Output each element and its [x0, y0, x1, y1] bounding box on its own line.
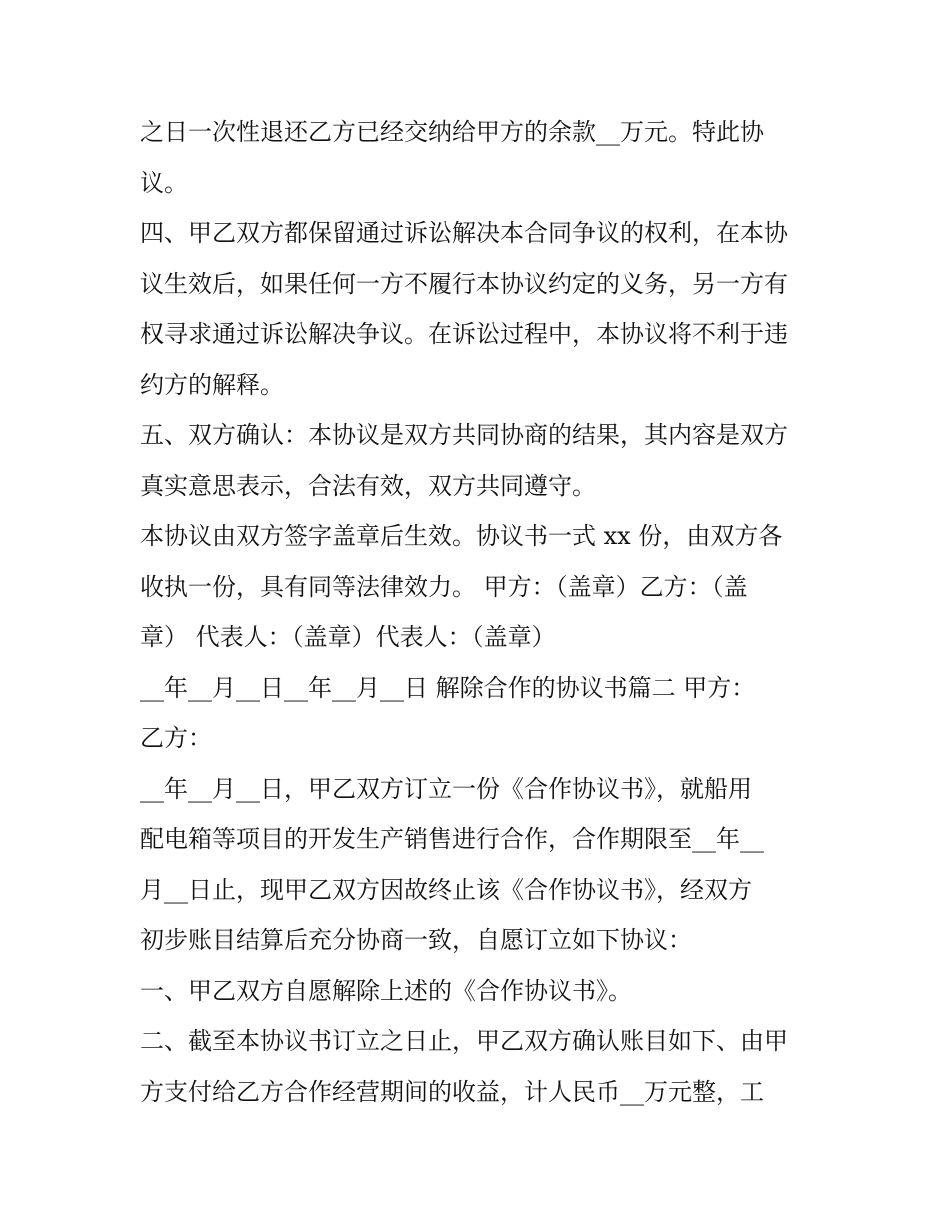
text-line: 之日一次性退还乙方已经交纳给甲方的余款__万元。特此协	[140, 118, 764, 146]
text-line: 配电箱等项目的开发生产销售进行合作，合作期限至__年__	[140, 825, 764, 853]
text-line: 收执一份，具有同等法律效力。 甲方：（盖章）乙方：（盖	[140, 572, 748, 601]
text-line: 月__日止，现甲乙双方因故终止该《合作协议书》，经双方	[140, 875, 752, 904]
text-line: 真实意思表示，合法有效，双方共同遵守。	[140, 471, 596, 500]
text-line: __年__月__日，甲乙双方订立一份《合作协议书》，就船用	[140, 774, 752, 803]
text-line: 章） 代表人：（盖章）代表人：（盖章）	[140, 623, 556, 651]
document-body	[140, 107, 820, 1117]
text-line: __年__月__日__年__月__日 解除合作的协议书篇二 甲方：	[140, 673, 756, 702]
text-line: 五、双方确认：本协议是双方共同协商的结果，其内容是双方	[140, 421, 788, 449]
text-line: 一、甲乙双方自愿解除上述的《合作协议书》。	[140, 976, 632, 1005]
text-line: 初步账目结算后充分协商一致，自愿订立如下协议：	[140, 926, 692, 954]
text-line: 乙方：	[140, 724, 212, 752]
text-line: 议。	[140, 168, 188, 197]
text-line: 议生效后，如果任何一方不履行本协议约定的义务，另一方有	[140, 269, 788, 298]
text-line: 方支付给乙方合作经营期间的收益，计人民币__万元整，工	[140, 1077, 764, 1106]
text-line: 权寻求通过诉讼解决争议。在诉讼过程中，本协议将不利于违	[140, 320, 788, 348]
text-line: 二、截至本协议书订立之日止，甲乙双方确认账目如下、由甲	[140, 1027, 788, 1055]
text-line: 四、甲乙双方都保留通过诉讼解决本合同争议的权利，在本协	[140, 219, 788, 247]
text-line: 本协议由双方签字盖章后生效。协议书一式 xx 份，由双方各	[140, 522, 783, 550]
text-line: 约方的解释。	[140, 370, 284, 399]
